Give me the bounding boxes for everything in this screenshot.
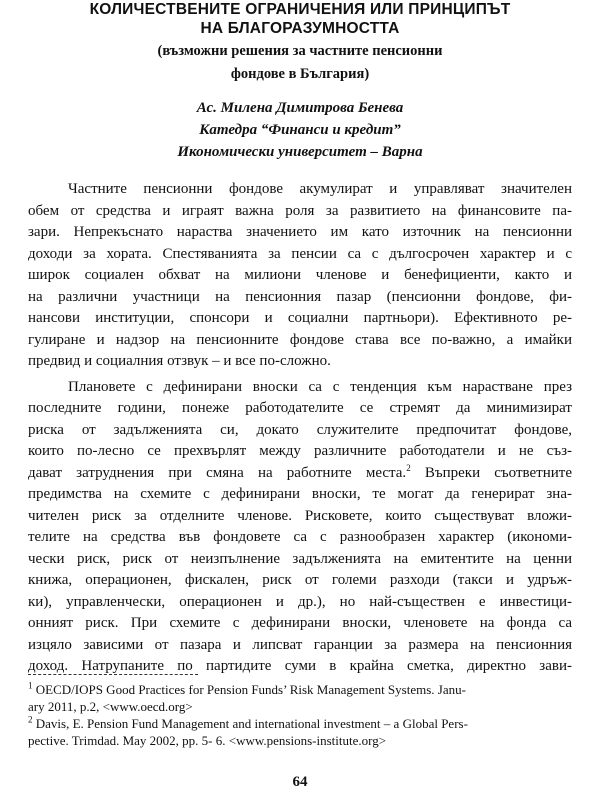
footnote-2-continuation: pective. Trimdad. May 2002, pp. 5- 6. <www.pensions-institute.org> <box>28 733 387 748</box>
author-name: Ас. Милена Димитрова Бенева <box>196 100 404 116</box>
footnote-1-marker: 1 <box>28 682 33 691</box>
paragraph-2-line: доход. Натрупаните по партидите суми в крайна сметка, директно зави- <box>28 658 572 674</box>
paragraph-1-line: широк социален обхват на милиони членове и бенефициенти, както и <box>28 267 572 283</box>
paragraph-2-text: Въпреки съответните <box>410 465 572 481</box>
paragraph-2-line: които по-лесно се прехвърлят между различните работодатели и не съз- <box>28 443 572 459</box>
title-line-1: КОЛИЧЕСТВЕНИТЕ ОГРАНИЧЕНИЯ ИЛИ ПРИНЦИПЪТ <box>89 1 511 18</box>
subtitle-line-1: (възможни решения за частните пенсионни <box>157 43 443 59</box>
paragraph-2-line: чителен риск за отделните членове. Рисковете, които съществуват вложи- <box>28 508 572 524</box>
footnote-2-text: Davis, E. Pension Fund Management and international investment – a Global Pers- <box>32 716 468 731</box>
subtitle-line-2: фондове в България) <box>230 66 370 82</box>
paragraph-2-line-with-footnote <box>28 462 572 484</box>
paragraph-2-line: ки), управленчески, операционен и др.), но най-съществен е инвестици- <box>28 594 572 610</box>
paragraph-2-line: телите на средства във фондовете са с разнообразен характер (икономи- <box>28 529 572 545</box>
paragraph-1-line: нансови институции, спонсори и социални партньори). Ефективното ре- <box>28 310 572 326</box>
footnote-1-continuation: ary 2011, p.2, <www.oecd.org> <box>28 699 193 714</box>
paragraph-2-line: предимства на схемите с дефинирани вноски, те могат да генерират зна- <box>28 486 572 502</box>
paragraph-1-line: доходи за хората. Спестяванията за пенсии са с дългосрочен характер и с <box>28 246 572 262</box>
footnote-2-marker: 2 <box>28 716 33 725</box>
paragraph-1-line: на различни участници на пенсионния пазар (пенсионни фондове, фи- <box>28 289 572 305</box>
paragraph-1-line: гулиране и надзор на пенсионните фондове става все по-важно, а имайки <box>28 332 572 348</box>
author-department: Катедра “Финанси и кредит” <box>199 122 401 138</box>
paragraph-1-line: предвид и социалния отзвук – и все по-сложно. <box>28 353 331 369</box>
title-line-2: НА БЛАГОРАЗУМНОСТТА <box>200 20 400 37</box>
page-number: 64 <box>292 774 308 790</box>
paragraph-2-line: изцяло зависими от пазара и липсват гаранции за размера на пенсионния <box>28 637 572 653</box>
paragraph-1-line: зари. Непрекъснато нараства значението им като източник на пенсионни <box>28 224 572 240</box>
paragraph-2-text: дават затруднения при смяна на работните места. <box>28 465 407 481</box>
paragraph-2-line: последните години, понеже работодателите се стремят да минимизират <box>28 400 572 416</box>
footnote-reference: 2 <box>406 463 411 473</box>
paragraph-2-line: Плановете с дефинирани вноски са с тенденция към нарастване през <box>68 379 572 395</box>
paragraph-2-line: чески риск, риск от неизпълнение задълженията на емитентите на ценни <box>28 551 572 567</box>
footnote-1 <box>28 682 572 698</box>
paragraph-2-line: онният риск. При схемите с дефинирани вноски, членовете на фонда са <box>28 615 572 631</box>
paragraph-2-line: риска от задълженията си, докато служителите предпочитат фондове, <box>28 422 572 438</box>
paragraph-2-line: книжа, операционен, фискален, риск от големи разходи (такси и удръж- <box>28 572 572 588</box>
paragraph-1-line: Частните пенсионни фондове акумулират и управляват значителен <box>68 181 572 197</box>
paragraph-1-line: обем от средства и играят важна роля за развитието на финансовите па- <box>28 203 572 219</box>
author-university: Икономически университет – Варна <box>177 144 423 160</box>
footnote-1-text: OECD/IOPS Good Practices for Pension Funds’ Risk Management Systems. Janu- <box>32 682 466 697</box>
footnote-2 <box>28 716 572 732</box>
